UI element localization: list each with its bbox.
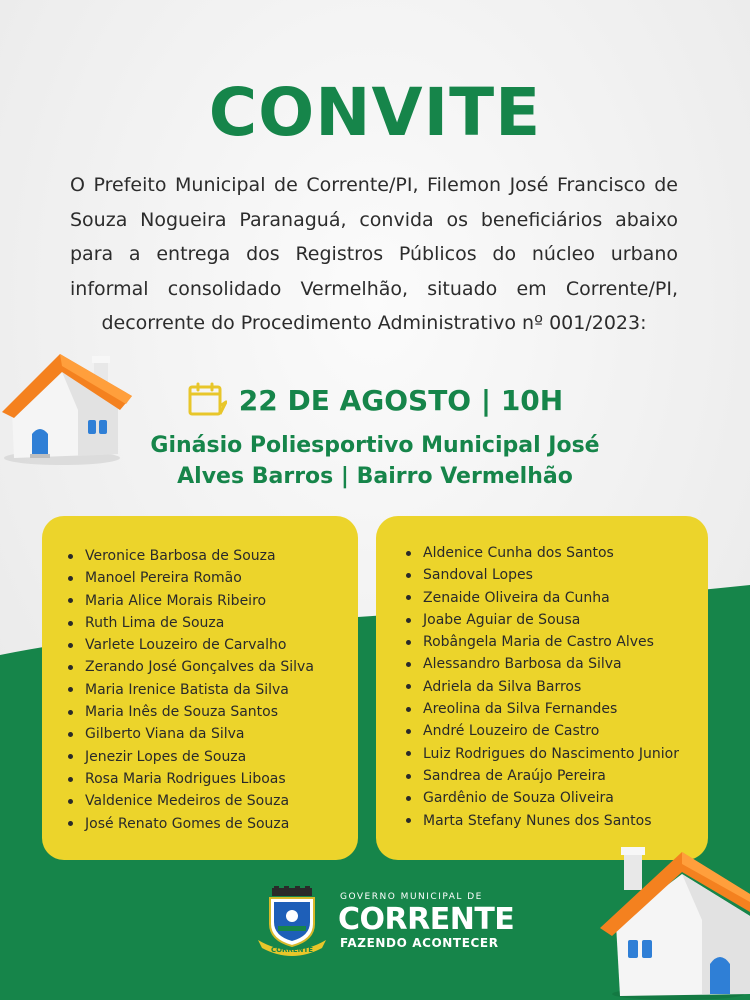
list-item: Zenaide Oliveira da Cunha [406,587,679,609]
bullet-icon [68,710,73,715]
bullet-icon [406,573,411,578]
bullet-icon [406,618,411,623]
list-item: André Louzeiro de Castro [406,720,679,742]
list-item: Luiz Rodrigues do Nascimento Junior [406,743,679,765]
bullet-icon [406,595,411,600]
list-item: Manoel Pereira Romão [68,567,314,589]
list-item: Alessandro Barbosa da Silva [406,653,679,675]
list-item: Sandoval Lopes [406,564,679,586]
bullet-icon [406,551,411,556]
list-item: José Renato Gomes de Souza [68,813,314,835]
bullet-icon [68,754,73,759]
bullet-icon [406,707,411,712]
list-item: Veronice Barbosa de Souza [68,545,314,567]
venue-line-1: Ginásio Poliesportivo Municipal José [150,433,600,458]
calendar-icon [187,382,227,418]
bullet-icon [406,774,411,779]
page-title: CONVITE [208,74,542,151]
bullet-icon [406,751,411,756]
beneficiaries-card-right [376,516,708,860]
list-item: Zerando José Gonçalves da Silva [68,656,314,678]
logo-top-line: GOVERNO MUNICIPAL DE [340,892,483,902]
list-item: Maria Irenice Batista da Silva [68,679,314,701]
list-item: Gardênio de Souza Oliveira [406,787,679,809]
list-item: Ruth Lima de Souza [68,612,314,634]
list-item: Maria Inês de Souza Santos [68,701,314,723]
event-date-row [0,382,750,418]
list-item: Joabe Aguiar de Sousa [406,609,679,631]
bullet-icon [68,643,73,648]
bullet-icon [406,818,411,823]
list-item: Marta Stefany Nunes dos Santos [406,810,679,832]
logo-main-text: CORRENTE [338,902,515,937]
bullet-icon [68,732,73,737]
bullet-icon [406,640,411,645]
bullet-icon [68,821,73,826]
municipality-logo [252,882,515,962]
bullet-icon [68,799,73,804]
beneficiaries-list-right [406,542,679,832]
list-item: Gilberto Viana da Silva [68,723,314,745]
bullet-icon [406,729,411,734]
list-item: Areolina da Silva Fernandes [406,698,679,720]
invitation-text: O Prefeito Municipal de Corrente/PI, Filemon José Francisco de Souza Nogueira Paranaguá, convida os beneficiários abaixo para a entrega dos Registros Públicos do núcleo urbano informal consolidado Vermelhão, situado em Corrente/PI, decorrente do Procedimento Administrativo nº 001/2023: [70,174,678,335]
logo-tagline: FAZENDO ACONTECER [340,936,499,950]
seal-ribbon-text: CORRENTE [270,946,314,954]
venue-line-2: Alves Barros | Bairro Vermelhão [177,464,573,489]
list-item: Maria Alice Morais Ribeiro [68,590,314,612]
list-item: Varlete Louzeiro de Carvalho [68,634,314,656]
list-item: Valdenice Medeiros de Souza [68,790,314,812]
bullet-icon [68,687,73,692]
bullet-icon [68,665,73,670]
bullet-icon [68,576,73,581]
bullet-icon [406,662,411,667]
bullet-icon [406,684,411,689]
bullet-icon [68,777,73,782]
bullet-icon [68,621,73,626]
list-item: Sandrea de Araújo Pereira [406,765,679,787]
list-item: Jenezir Lopes de Souza [68,746,314,768]
beneficiaries-list-left [68,545,314,835]
bullet-icon [68,554,73,559]
list-item: Adriela da Silva Barros [406,676,679,698]
list-item: Rosa Maria Rodrigues Liboas [68,768,314,790]
event-venue [60,430,690,492]
list-item: Robângela Maria de Castro Alves [406,631,679,653]
event-date: 22 DE AGOSTO | 10H [238,383,564,417]
coat-of-arms-icon [252,886,332,958]
beneficiaries-card-left [42,516,358,860]
bullet-icon [68,598,73,603]
house-illustration [598,838,750,1000]
bullet-icon [406,796,411,801]
list-item: Aldenice Cunha dos Santos [406,542,679,564]
